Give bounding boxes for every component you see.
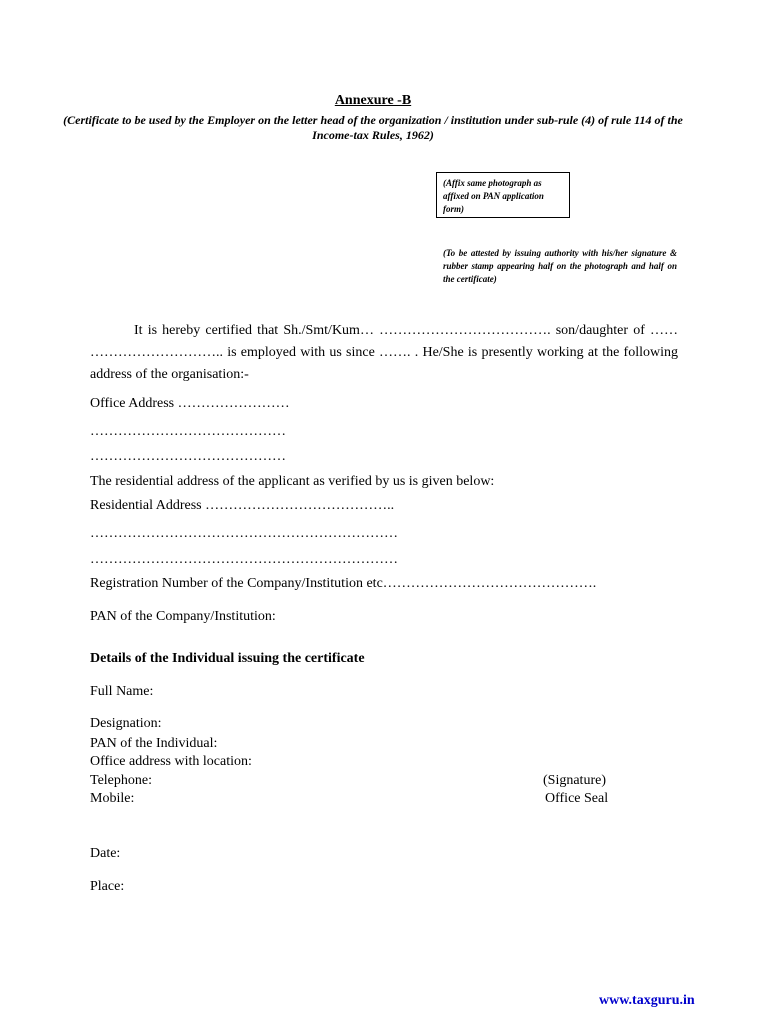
certificate-subtitle: (Certificate to be used by the Employer on the letter head of the organization / institution under sub-rule (4) of rule 114 of the Income-tax Rules, 1962) xyxy=(63,113,683,142)
office-address-line-3: …………………………………… xyxy=(90,449,286,464)
telephone-label: Telephone: xyxy=(90,773,152,788)
mobile-label: Mobile: xyxy=(90,791,135,806)
residential-intro: The residential address of the applicant as verified by us is given below: xyxy=(90,474,495,489)
residential-address-line-2: ………………………………………………………… xyxy=(90,526,398,541)
date-label: Date: xyxy=(90,846,121,861)
pan-company-label: PAN of the Company/Institution: xyxy=(90,609,276,624)
registration-number-label: Registration Number of the Company/Institution etc………………………………………. xyxy=(90,576,597,591)
office-address-line-2: …………………………………… xyxy=(90,424,286,439)
footer-website: www.taxguru.in xyxy=(599,993,695,1008)
office-seal-label: Office Seal xyxy=(545,791,609,806)
residential-address-line-3: ………………………………………………………… xyxy=(90,552,398,567)
details-heading: Details of the Individual issuing the certificate xyxy=(90,651,365,666)
office-location-label: Office address with location: xyxy=(90,754,252,769)
designation-label: Designation: xyxy=(90,716,162,731)
place-label: Place: xyxy=(90,879,125,894)
certification-paragraph: It is hereby certified that Sh./Smt/Kum… ………………………………. son/daughter of …… ……………………….. is employed with us since ……. . He/She is presently working at the following address of the organisation:- xyxy=(90,323,678,382)
office-address-label: Office Address …………………… xyxy=(90,396,290,411)
photo-placeholder-box: (Affix same photograph as affixed on PAN application form) xyxy=(436,172,570,218)
residential-address-label: Residential Address ………………………………….. xyxy=(90,498,395,513)
attestation-note: (To be attested by issuing authority with his/her signature & rubber stamp appearing half on the photograph and half on the certificate) xyxy=(443,248,677,284)
pan-individual-label: PAN of the Individual: xyxy=(90,736,218,751)
full-name-label: Full Name: xyxy=(90,684,154,699)
annexure-title: Annexure -B xyxy=(334,93,412,108)
signature-label: (Signature) xyxy=(543,773,606,788)
